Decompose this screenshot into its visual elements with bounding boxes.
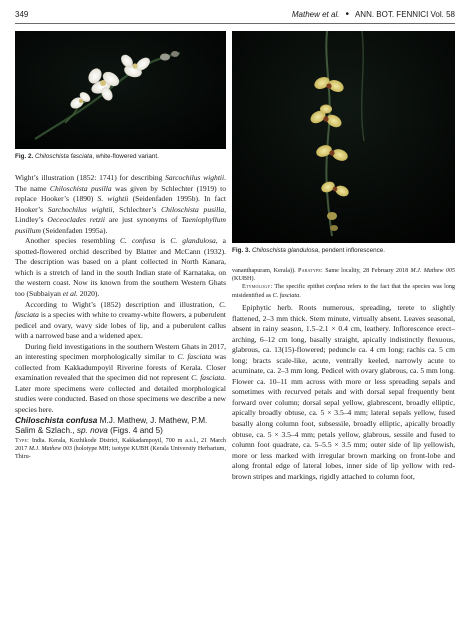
paragraph-glandulosa: Another species resembling C. confusa is C. glandulosa, a spotted-flowered orchid described by Blatter and McCann (1932). The description was based on a plant collected in North Kanara, which is a stretch of land in the south Indian state of Karnataka, on the western coast. Now its known from the southern Western Ghats too (Subbaiyan et al. 2020). (15, 236, 227, 299)
type-specimen-note: Type: India. Kerala, Kozhikode District, Kakkadampoyil, 700 m a.s.l., 21 March 2017 M.J. Mathew 003 (holotype MH; isotype KUBH (Kerala University Herbarium, Thiru- (15, 437, 226, 460)
species-name: Chiloschista confusa (15, 415, 98, 425)
species-heading (15, 416, 226, 437)
white-orchid-photo-image (15, 31, 226, 149)
figure-2-species: Chiloschista fasciata (34, 153, 93, 160)
header-journal: ANN. BOT. FENNICI Vol. 58 (354, 10, 455, 19)
figure-2-caption (15, 153, 226, 161)
header-rule (15, 23, 455, 24)
paragraph-field-investigations: During field investigations in the southern Western Ghats in 2017, an interesting specimen morphologically similar to C. fasciata was collected from Kakkadumpoyil Riverine forests of Kerala. Closer examination revealed that the specimen did not represent C. fasciata. Later more specimens were collected and detailed morphological studies were conducted. Based on those specimens we describe a new species here. (15, 341, 227, 415)
species-description: Epiphytic herb. Roots numerous, spreading, terete to slightly flattened, 2–3 mm thick. Stem minute, virtually absent. Leaves seasonal, absent in rainy season, 1.5–2.1 × 0.4 cm, leathery. Inflorescence erect–arching, 6–12 cm long, basally straight, apically indistinctly flexuous, glabrous, ca. 13(15)-flowered; peduncle ca. 4 cm long; rachis ca. 5 cm long; bracts scale-like, acute, ventrally keeled, narrowly acute to acuminate, ca. 2–3 mm long. Pedicel with ovary glabrous, ca. 5 mm long. Flower ca. 10–11 mm across with more or less spreading sepals and sometimes with recurved petals and with dorsal sepal frequently bent forward over column; dorsal sepal yellow, glabrescent, broadly elliptic, apically broadly obtuse, ca. 5 × 3.5–4 mm; lateral sepals yellow, fused basally along column foot, subsessile, broadly elliptic, apically broadly obtuse, ca. 5 × 3.5–4 mm; petals yellow, glabrous, sessile and fused to column foot quadrate, ca. 5–5.5 × 3.5 mm; outer side of lip yellowish, more or less marked with irregular brown marking on front-lobe and along frontal edge of lateral lobes, inner side of lip yellow with red-brown stripes and markings, rigidly attached to column foot, (232, 303, 455, 481)
figure-2-caption-text: , white-flowered variant. (92, 153, 159, 160)
pendent-inflorescence-photo-image (232, 31, 455, 243)
figure-3-caption (232, 247, 455, 255)
figure-3-photo (232, 31, 455, 243)
right-text-column (232, 303, 455, 482)
paragraph-fasciata-description: According to Wight’s (1852) description and illustration, C. fasciata is a species with white to creamy-white flowers, a puberulent pedicel and ovary, wavy side lobes of lip, and a puberulent callus with a narrowed base and a widened apex. (15, 299, 226, 341)
figure-2-label: Fig. 2. (15, 153, 34, 160)
species-figures: (Figs. 4 and 5) (107, 426, 163, 436)
paratype-note: vananthapuram, Kerala)). Paratype: Same locality, 28 February 2018 M.J. Mathew 005 (KUBH). (232, 268, 455, 283)
species-novelty: sp. nova (76, 426, 108, 436)
left-text-column (15, 173, 226, 461)
species-authors: M.J. Mathew, J. Mathew, P.M. Salim & Szlach., (15, 415, 208, 436)
paratype-etymology-notes (232, 267, 455, 300)
paragraph-wight-illustration: Wight’s illustration (1852: 1741) for describing Sarcochilus wightii. The name Chiloschista pusilla was given by Schlechter (1919) to replace Hooker’s (1890) S. wightii (Seidenfaden 1995b). In fact Hooker’s Sarchochilus wightii, Schlechter’s Chiloschista pusilla, Lindley’s Oeceoclades retzii are just synonyms of Taeniophyllum pusillum (Seidenfaden 1995a). (15, 173, 226, 235)
figure-3-species: Chiloschista glandulosa (251, 247, 319, 254)
header-separator: • (345, 9, 349, 20)
running-title (292, 10, 455, 19)
page-number: 349 (15, 10, 29, 19)
running-header (15, 10, 455, 24)
etymology-note: Etymology: The specific epithet confusa refers to the fact that the species was long misidentified as C. fasciata. (232, 284, 455, 299)
figure-2-photo (15, 31, 226, 149)
header-authors: Mathew et al. (291, 10, 340, 19)
figure-3-label: Fig. 3. (232, 247, 251, 254)
figure-3-caption-text: , pendent inflorescence. (318, 247, 385, 254)
